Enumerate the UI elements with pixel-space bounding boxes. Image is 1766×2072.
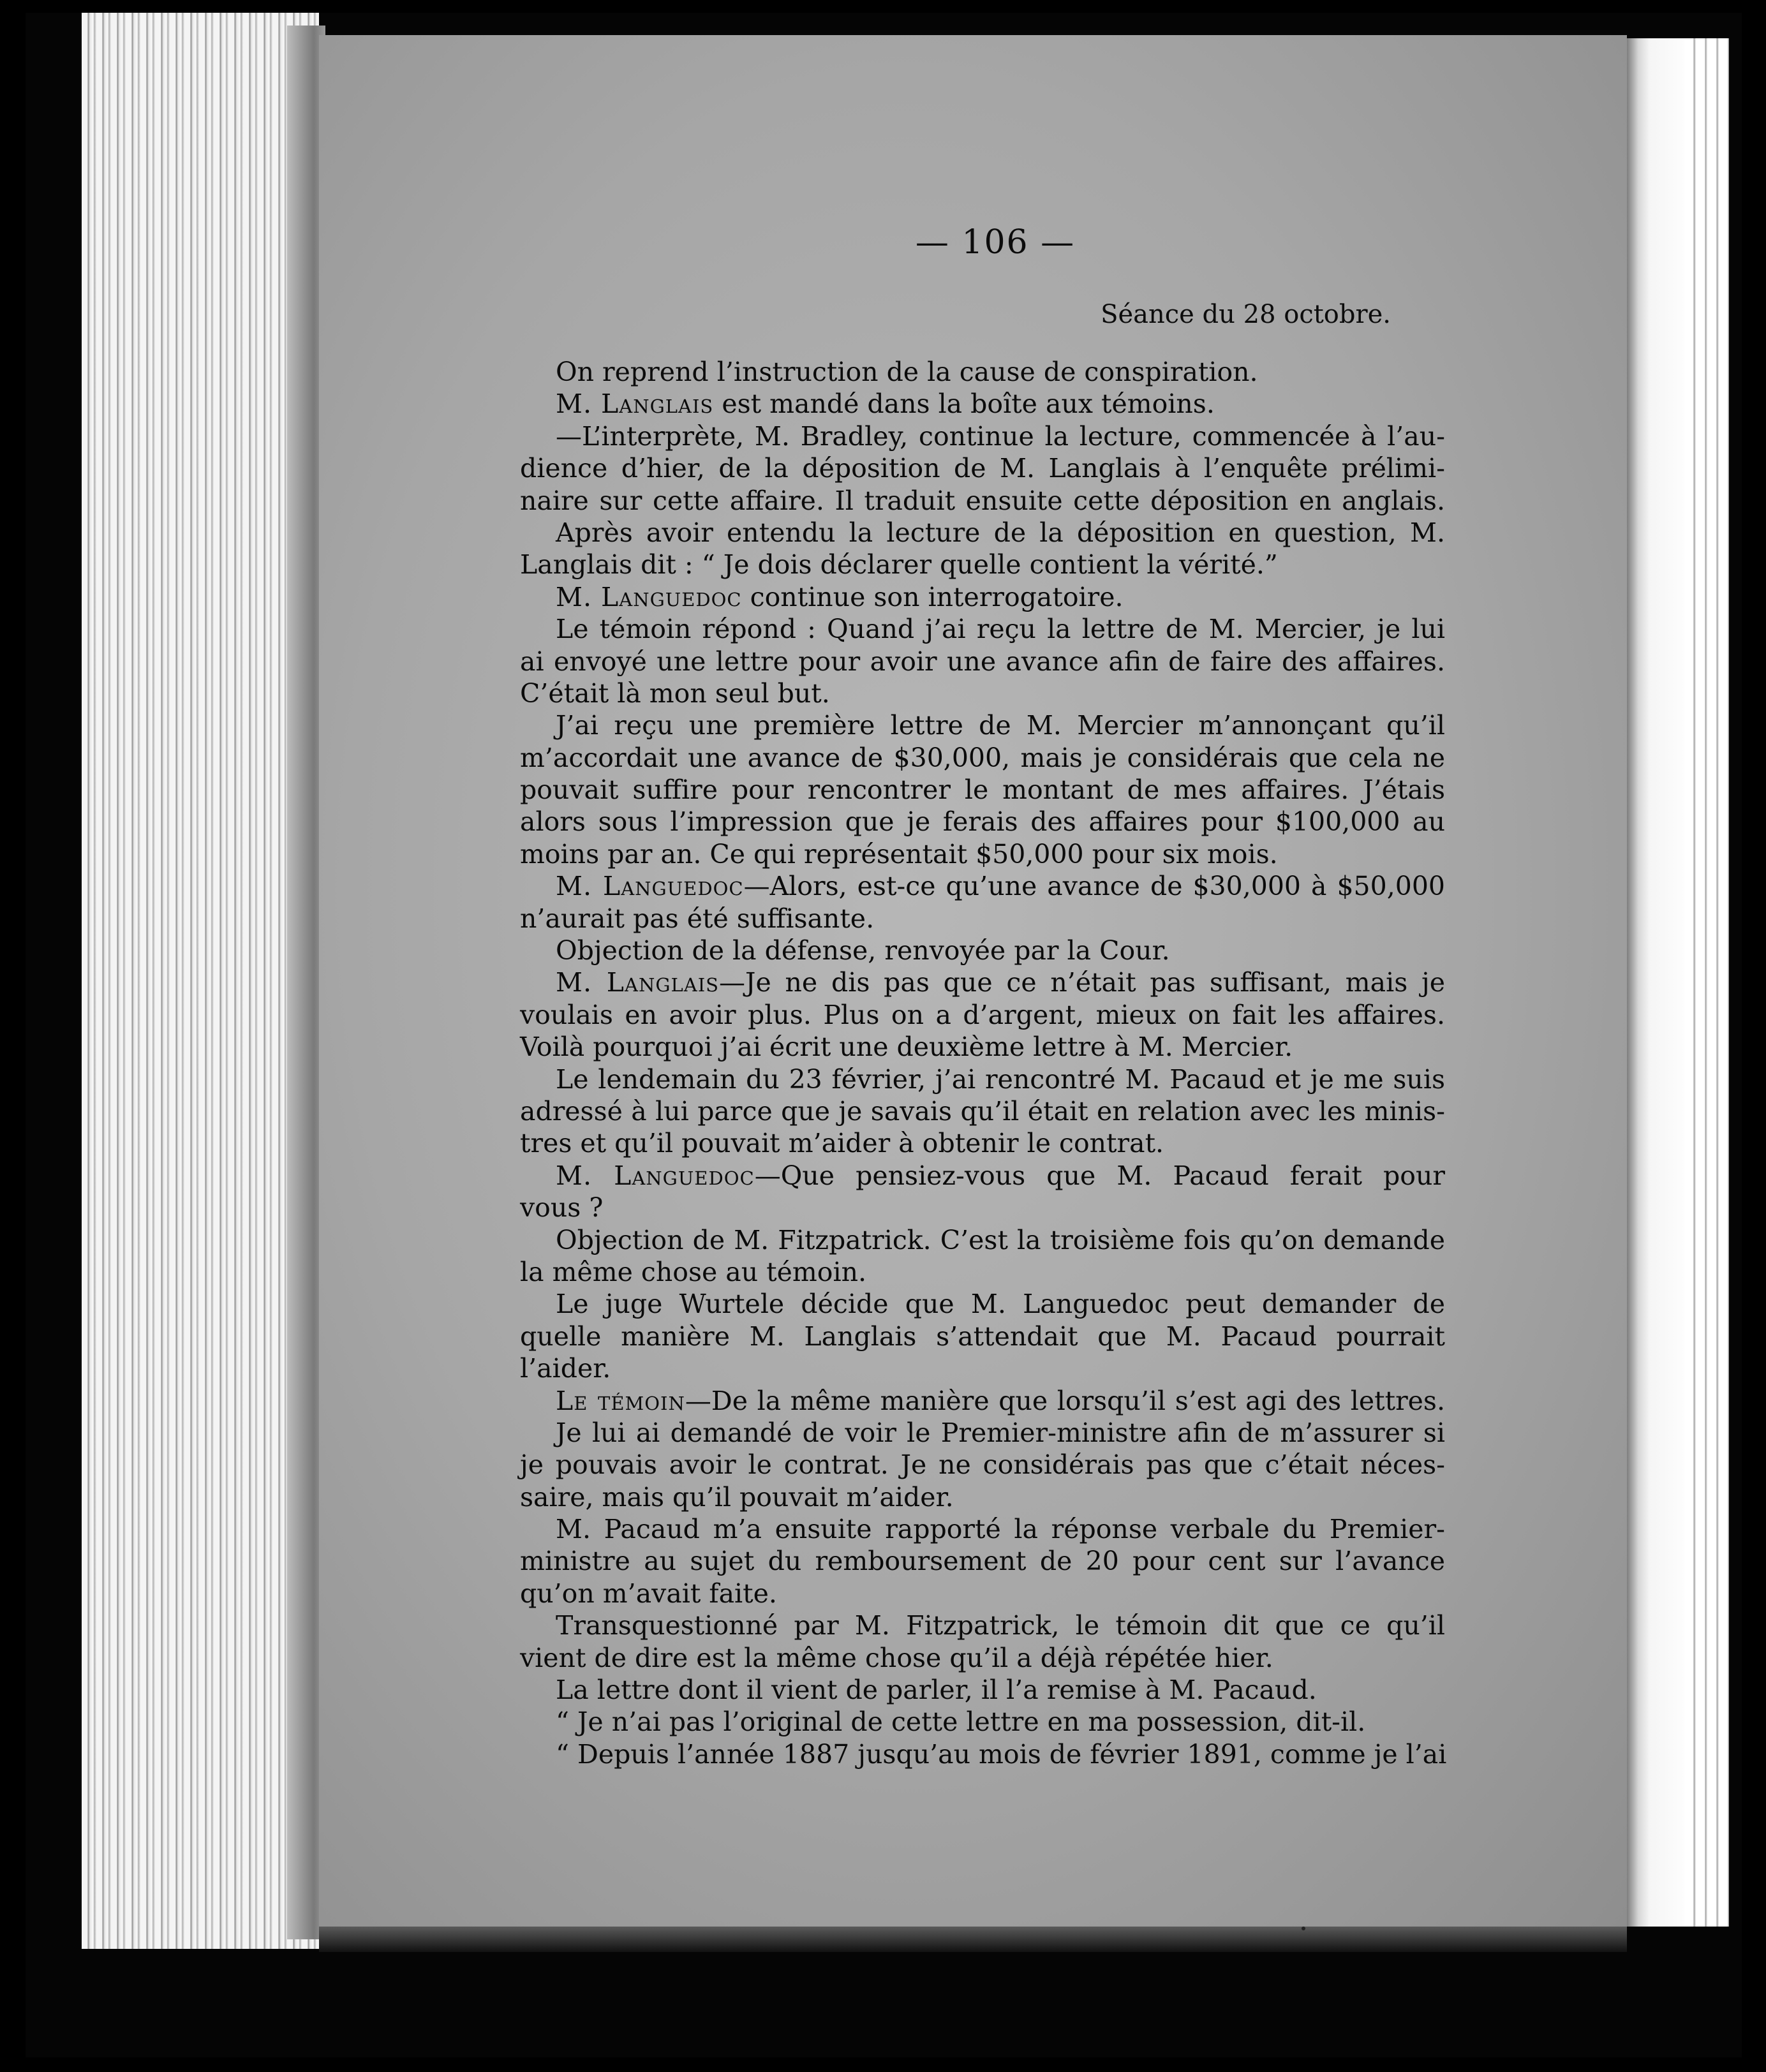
text-line [520, 1449, 1445, 1481]
text-line [520, 1545, 1445, 1577]
text-line [520, 1738, 1445, 1770]
text-line [520, 999, 1445, 1031]
line-text: Le juge Wurtele décide que M. Languedoc peut demander de [556, 1289, 1445, 1320]
speaker-name: M. Langlais [556, 389, 714, 420]
text-line [520, 1095, 1445, 1127]
line-text: vous ? [520, 1192, 604, 1224]
text-line [520, 966, 1445, 998]
text-line [520, 1385, 1445, 1417]
line-text: Objection de M. Fitzpatrick. C’est la troisième fois qu’on demande [556, 1224, 1445, 1255]
text-line [520, 1642, 1445, 1674]
line-text: J’ai reçu une première lettre de M. Mercier m’annonçant qu’il [556, 710, 1445, 741]
text-line [520, 452, 1445, 484]
line-text: l’aider. [520, 1353, 611, 1384]
text-line [520, 838, 1445, 870]
line-text: “ Je n’ai pas l’original de cette lettre en ma possession, dit-il. [556, 1706, 1366, 1738]
text-line [520, 1513, 1445, 1545]
line-text: tres et qu’il pouvait m’aider à obtenir le contrat. [520, 1128, 1164, 1159]
text-line [520, 1674, 1445, 1706]
text-line [520, 1578, 1445, 1610]
line-text: Transquestionné par M. Fitzpatrick, le témoin dit que ce qu’il [556, 1610, 1445, 1641]
page-bottom-shadow [319, 1927, 1627, 1952]
text-line [520, 903, 1445, 935]
text-line [520, 1288, 1445, 1320]
line-text: continue son interrogatoire. [741, 581, 1124, 612]
text-line [520, 1352, 1445, 1384]
text-line [520, 1610, 1445, 1641]
text-line [520, 388, 1445, 420]
line-text: La lettre dont il vient de parler, il l’a remise à M. Pacaud. [556, 1675, 1317, 1706]
speaker-name: M. Languedoc [556, 1160, 755, 1191]
session-heading: Séance du 28 octobre. [1101, 300, 1391, 329]
text-line [520, 646, 1445, 677]
line-text: m’accordait une avance de $30,000, mais je considérais que cela ne [520, 742, 1445, 773]
line-text: —Que pensiez-vous que M. Pacaud ferait pour [754, 1160, 1445, 1191]
line-text: saire, mais qu’il pouvait m’aider. [520, 1481, 954, 1513]
line-text: est mandé dans la boîte aux témoins. [713, 389, 1215, 420]
speaker-name: M. Languedoc [556, 871, 744, 902]
line-text: Après avoir entendu la lecture de la déposition en question, M. [556, 517, 1445, 548]
text-line [520, 1160, 1445, 1192]
text-line [520, 1706, 1445, 1738]
text-line [520, 420, 1445, 452]
text-line [520, 1192, 1445, 1224]
line-text: ministre au sujet du remboursement de 20 pour cent sur l’avance [520, 1546, 1445, 1577]
line-text: —Alors, est-ce qu’une avance de $30,000 à $50,000 [743, 871, 1445, 902]
text-line [520, 1321, 1445, 1352]
line-text: quelle manière M. Langlais s’attendait que M. Pacaud pourrait [520, 1321, 1445, 1352]
line-text: —De la même manière que lorsqu’il s’est agi des lettres. [685, 1385, 1445, 1416]
line-text: ai envoyé une lettre pour avoir une avance afin de faire des affaires. [520, 646, 1445, 677]
line-text: M. Pacaud m’a ensuite rapporté la réponse verbale du Premier- [556, 1514, 1445, 1545]
text-line [520, 935, 1445, 966]
line-text: dience d’hier, de la déposition de M. Langlais à l’enquête prélimi- [520, 453, 1445, 484]
line-text: qu’on m’avait faite. [520, 1578, 777, 1609]
line-text: Le témoin répond : Quand j’ai reçu la lettre de M. Mercier, je lui [556, 614, 1445, 645]
line-text: On reprend l’instruction de la cause de conspiration. [556, 357, 1258, 387]
line-text: Je lui ai demandé de voir le Premier-ministre afin de m’assurer si [556, 1417, 1445, 1448]
line-text: Langlais dit : “ Je dois déclarer quelle contient la vérité.” [520, 549, 1278, 581]
line-text: Voilà pourquoi j’ai écrit une deuxième lettre à M. Mercier. [520, 1032, 1293, 1063]
text-line [520, 356, 1445, 388]
text-line [520, 549, 1445, 581]
line-text: “ Depuis l’année 1887 jusqu’au mois de février 1891, comme je l’ai [556, 1738, 1447, 1770]
line-text: moins par an. Ce qui représentait $50,000 pour six mois. [520, 838, 1278, 870]
line-text: —Je ne dis pas que ce n’était pas suffisant, mais je [719, 967, 1445, 998]
body-text [520, 356, 1445, 1770]
page-number: — 106 — [915, 223, 1076, 262]
line-text: n’aurait pas été suffisante. [520, 903, 875, 934]
line-text: la même chose au témoin. [520, 1256, 867, 1287]
text-line [520, 485, 1445, 517]
text-line [520, 806, 1445, 838]
text-line [520, 1031, 1445, 1063]
text-line [520, 1127, 1445, 1159]
text-line [520, 613, 1445, 645]
text-line [520, 709, 1445, 741]
film-speck [1302, 1927, 1305, 1930]
page-edges-left [82, 13, 319, 1949]
text-line [520, 1063, 1445, 1095]
speaker-name: Le témoin [556, 1385, 685, 1416]
line-text: C’était là mon seul but. [520, 677, 830, 709]
text-line [520, 742, 1445, 774]
line-text: alors sous l’impression que je ferais des affaires pour $100,000 au [520, 806, 1445, 838]
text-line [520, 581, 1445, 613]
text-line [520, 774, 1445, 806]
line-text: vient de dire est la même chose qu’il a déjà répétée hier. [520, 1642, 1273, 1673]
speaker-name: M. Langlais [556, 967, 720, 998]
speaker-name: M. Languedoc [556, 581, 742, 612]
text-line [520, 1481, 1445, 1513]
text-line [520, 1224, 1445, 1256]
text-line [520, 517, 1445, 549]
text-line [520, 677, 1445, 709]
line-text: Le lendemain du 23 février, j’ai rencontré M. Pacaud et je me suis [556, 1063, 1445, 1095]
line-text: Objection de la défense, renvoyée par la Cour. [556, 935, 1170, 966]
line-text: pouvait suffire pour rencontrer le montant de mes affaires. J’étais [520, 774, 1445, 806]
text-line [520, 870, 1445, 902]
line-text: voulais en avoir plus. Plus on a d’argent, mieux on fait les affaires. [520, 999, 1445, 1030]
line-text: —L’interprète, M. Bradley, continue la lecture, commencée à l’au- [556, 420, 1445, 452]
line-text: je pouvais avoir le contrat. Je ne considérais pas que c’était néces- [520, 1449, 1445, 1481]
line-text: adressé à lui parce que je savais qu’il était en relation avec les minis- [520, 1095, 1445, 1127]
line-text: naire sur cette affaire. Il traduit ensuite cette déposition en anglais. [520, 485, 1445, 516]
text-line [520, 1417, 1445, 1449]
page-edges-right-outer [1684, 38, 1729, 1927]
text-line [520, 1256, 1445, 1288]
